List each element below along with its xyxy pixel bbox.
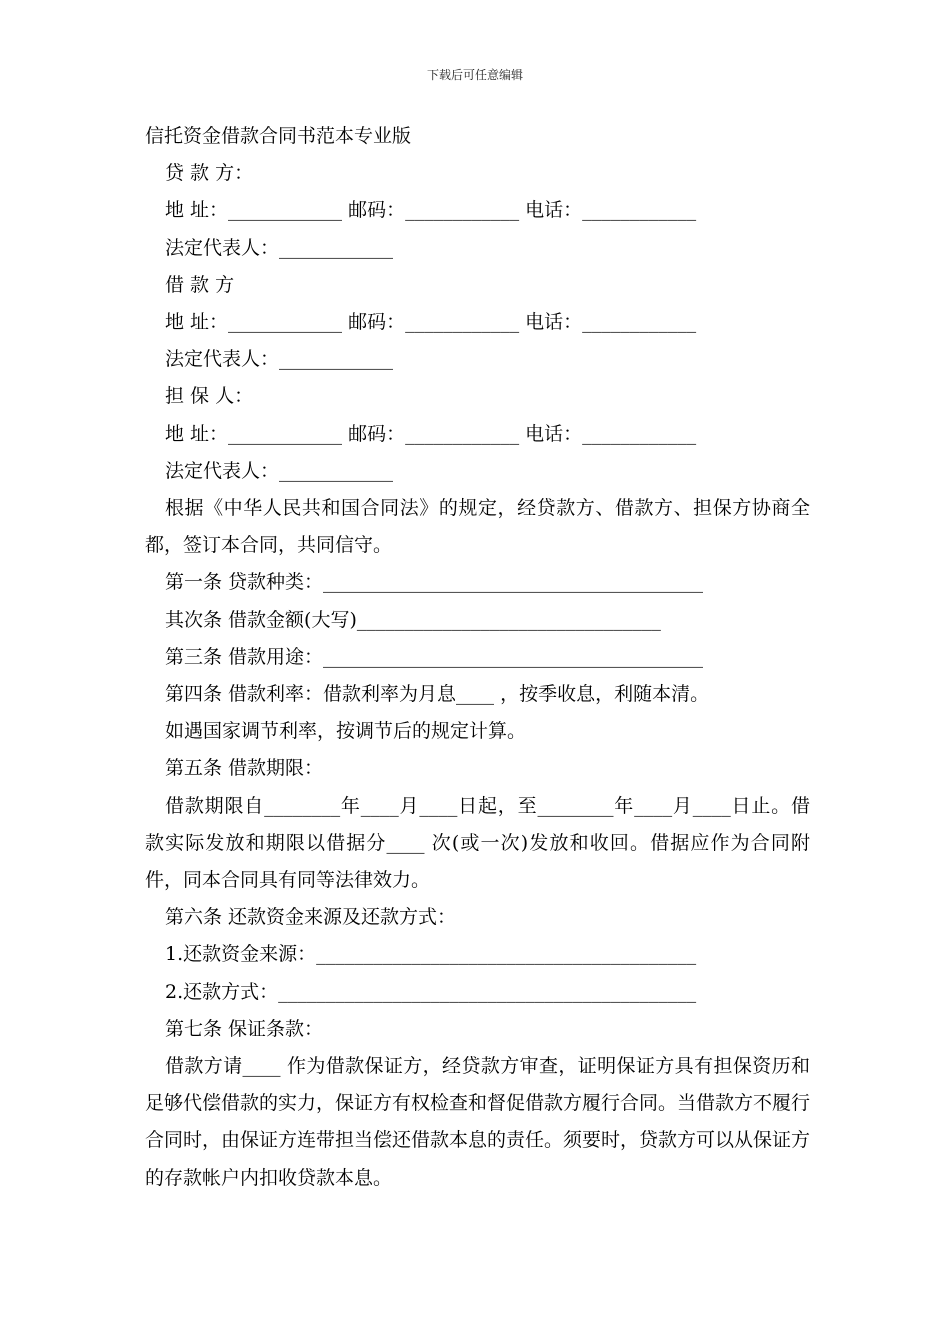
- loan-term-paragraph: 借款期限自________年____月____日起，至________年____月____日止。借款实际发放和期限以借据分____ 次(或一次)发放和收回。借据应作为合同附件，同本合同具有同等法律效力。: [145, 794, 810, 892]
- article-4: 第四条 借款利率：借款利率为月息____ ，按季收息，利随本清。: [165, 683, 710, 706]
- guarantee-paragraph: 借款方请____ 作为借款保证方，经贷款方审查，证明保证方具有担保资历和足够代偿借款的实力，保证方有权检查和督促借款方履行合同。当借款方不履行合同时，由保证方连带担当偿还借款本息的责任。须要时，贷款方可以从保证方的存款帐户内扣收贷款本息。: [145, 1055, 811, 1189]
- preamble-paragraph: 根据《中华人民共和国合同法》的规定，经贷款方、借款方、担保方协商全都，签订本合同，共同信守。: [145, 497, 810, 557]
- repayment-source-line: 1.还款资金来源：________________________________________: [165, 943, 697, 966]
- article-2: 其次条 借款金额(大写)________________________________: [165, 608, 661, 631]
- guarantor-heading: 担 保 人：: [165, 385, 254, 408]
- borrower-address-line: 地 址：____________ 邮码：____________ 电话：____________: [165, 311, 697, 334]
- document-title: 信托资金借款合同书范本专业版: [145, 125, 412, 147]
- guarantor-representative-line: 法定代表人：____________: [165, 459, 394, 482]
- article-4-note: 如遇国家调节利率，按调节后的规定计算。: [165, 720, 527, 743]
- article-7: 第七条 保证条款：: [165, 1017, 324, 1040]
- guarantor-address-line: 地 址：____________ 邮码：____________ 电话：____________: [165, 422, 697, 445]
- article-5: 第五条 借款期限：: [165, 757, 324, 780]
- article-6: 第六条 还款资金来源及还款方式：: [165, 906, 457, 929]
- lender-heading: 贷 款 方：: [165, 162, 254, 185]
- borrower-representative-line: 法定代表人：____________: [165, 348, 394, 371]
- borrower-heading: 借 款 方: [165, 273, 235, 296]
- article-3: 第三条 借款用途：________________________________________: [165, 645, 704, 668]
- lender-representative-line: 法定代表人：____________: [165, 236, 394, 259]
- repayment-method-line: 2.还款方式：____________________________________________: [165, 980, 697, 1003]
- article-1: 第一条 贷款种类：________________________________________: [165, 571, 704, 594]
- page-header: 下载后可任意编辑: [426, 68, 523, 82]
- document-body: [145, 118, 810, 1197]
- lender-address-line: 地 址：____________ 邮码：____________ 电话：____________: [165, 199, 697, 222]
